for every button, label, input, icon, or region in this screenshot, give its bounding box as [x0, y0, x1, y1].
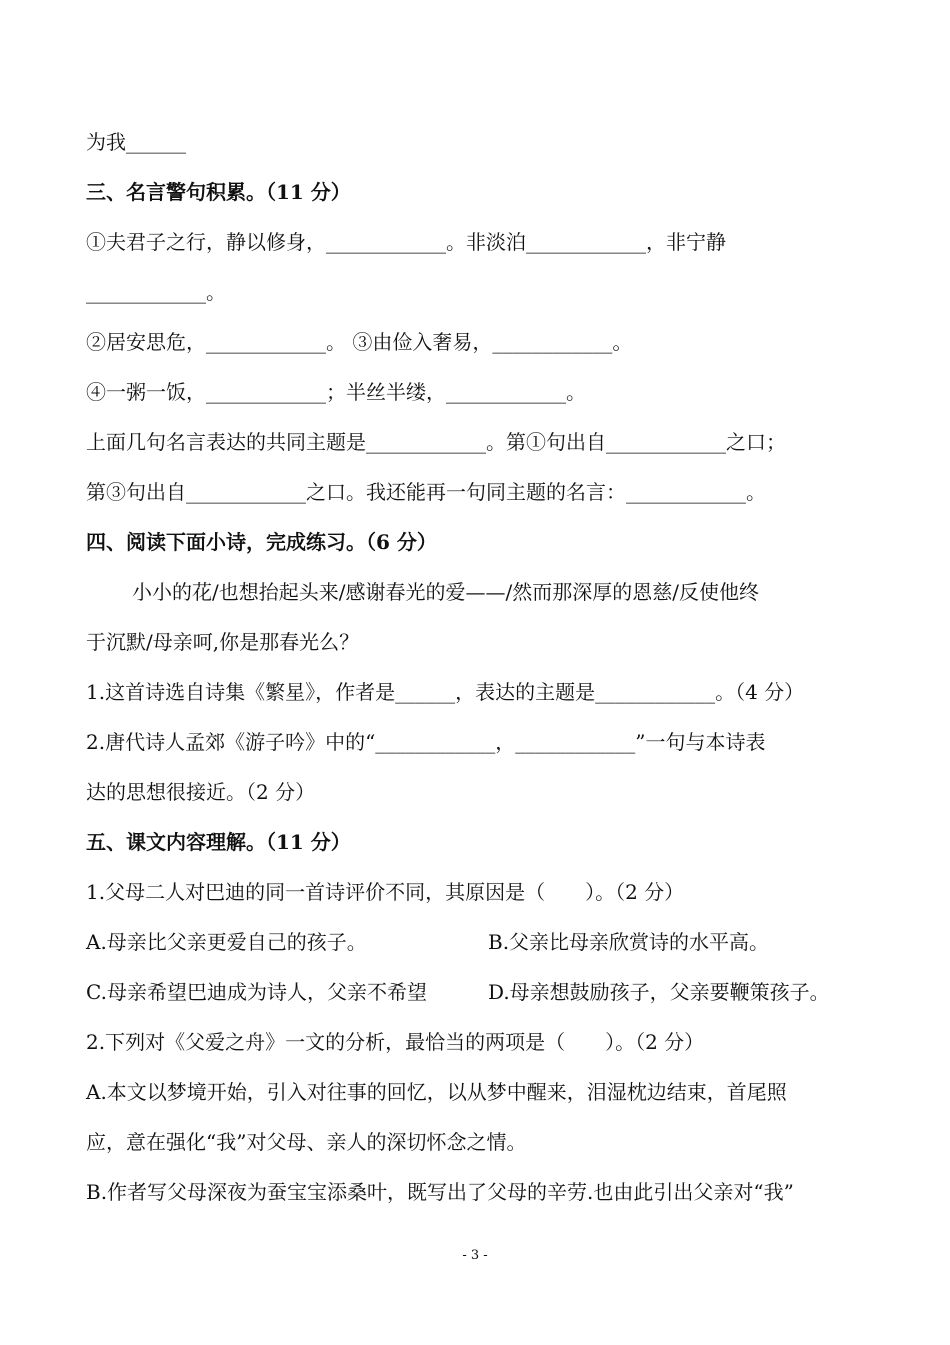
continued-line: 为我______	[86, 130, 186, 154]
section-4-heading: 四、阅读下面小诗，完成练习。（6 分）	[86, 530, 437, 554]
option-c: C.母亲希望巴迪成为诗人，父亲不希望	[86, 980, 427, 1004]
analysis-option-a: A.本文以梦境开始，引入对往事的回忆，以从梦中醒来，泪湿枕边结束，首尾照	[86, 1080, 787, 1104]
proverb-item-1-cont: ____________。	[86, 280, 226, 304]
proverb-item-1: ①夫君子之行，静以修身，____________。非淡泊____________，非宁静	[86, 230, 726, 254]
theme-question-cont: 第③句出自____________之口。我还能再一句同主题的名言：____________。	[86, 480, 766, 504]
page-number: - 3 -	[462, 1248, 488, 1263]
proverb-item-4: ④一粥一饭，____________；半丝半缕，____________。	[86, 380, 586, 404]
analysis-option-b: B.作者写父母深夜为蚕宝宝添桑叶，既写出了父母的辛劳.也由此引出父亲对“我”	[86, 1180, 794, 1204]
section-5-heading: 五、课文内容理解。（11 分）	[86, 830, 351, 854]
poem-question-2-cont: 达的思想很接近。（2 分）	[86, 780, 316, 804]
text-question-1: 1.父母二人对巴迪的同一首诗评价不同，其原因是（ ）。（2 分）	[86, 880, 685, 904]
option-d: D.母亲想鼓励孩子，父亲要鞭策孩子。	[488, 980, 830, 1004]
poem-question-2: 2.唐代诗人孟郊《游子吟》中的“____________，____________”一句与本诗表	[86, 730, 766, 754]
text-question-2: 2.下列对《父爱之舟》一文的分析，最恰当的两项是（ ）。（2 分）	[86, 1030, 705, 1054]
theme-question: 上面几句名言表达的共同主题是____________。第①句出自____________之口；	[86, 430, 786, 454]
analysis-option-a-cont: 应，意在强化“我”对父母、亲人的深切怀念之情。	[86, 1130, 527, 1154]
section-3-heading: 三、名言警句积累。（11 分）	[86, 180, 351, 204]
proverb-items-2-3: ②居安思危，____________。 ③由俭入奢易，____________。	[86, 330, 633, 354]
poem-line-2: 于沉默/母亲呵,你是那春光么？	[86, 630, 360, 654]
poem-line-1: 小小的花/也想抬起头来/感谢春光的爱——/然而那深厚的恩慈/反使他终	[132, 580, 759, 604]
option-b: B.父亲比母亲欣赏诗的水平高。	[488, 930, 770, 954]
option-a: A.母亲比父亲更爱自己的孩子。	[86, 930, 367, 954]
poem-question-1: 1.这首诗选自诗集《繁星》，作者是______，表达的主题是____________。（4 分）	[86, 680, 805, 704]
